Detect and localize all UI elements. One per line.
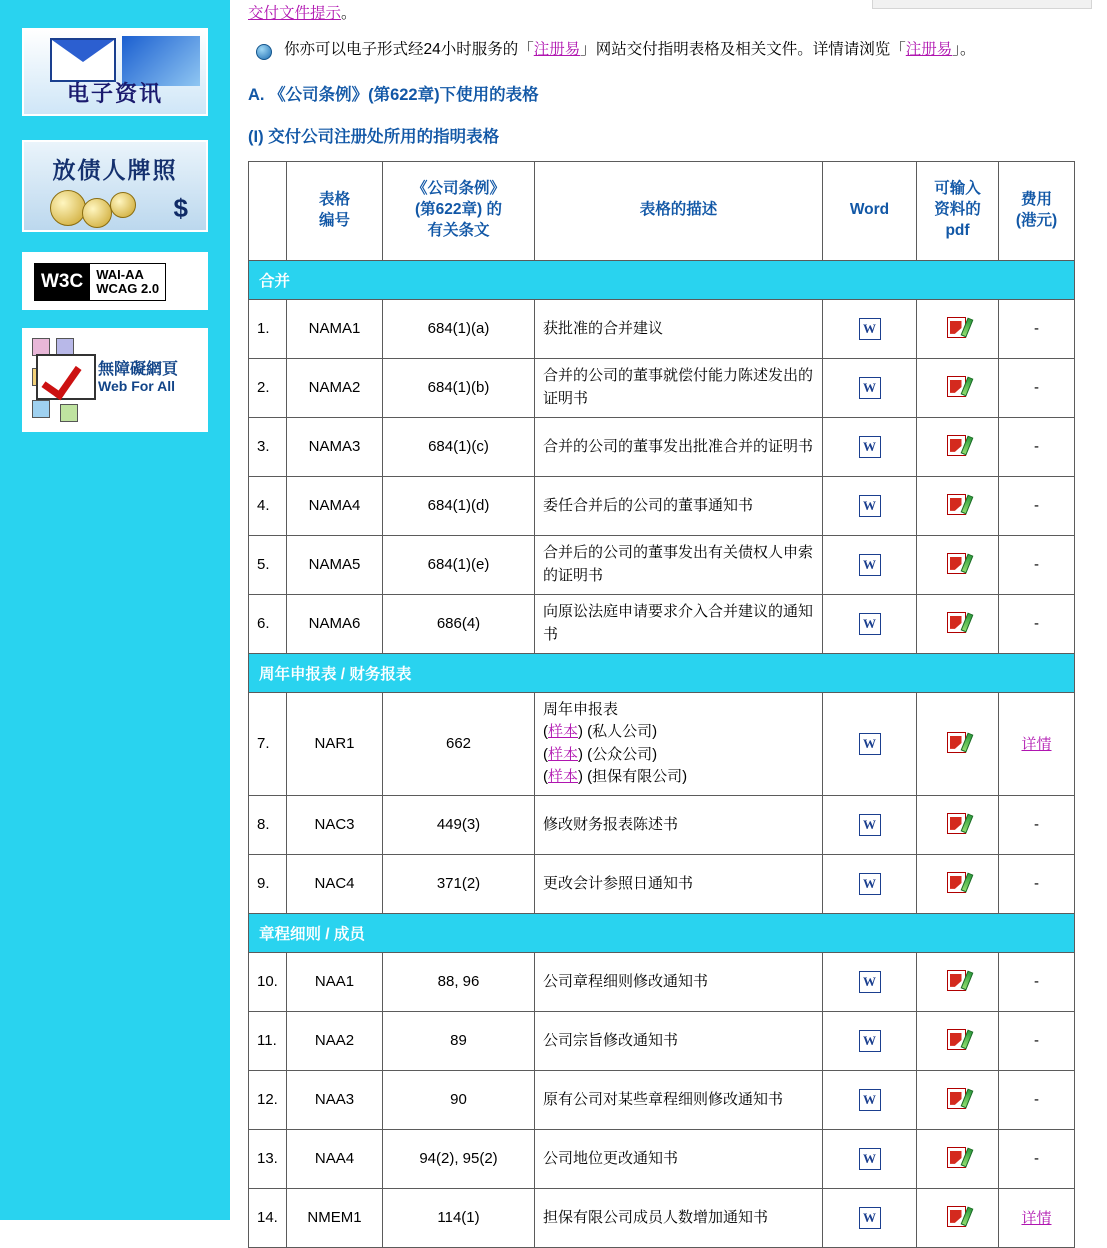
row-description bbox=[535, 1188, 823, 1247]
sample-link[interactable]: 样本 bbox=[548, 723, 579, 741]
row-number: 5. bbox=[249, 535, 287, 594]
row-provision: 684(1)(c) bbox=[383, 417, 535, 476]
bullet-icon bbox=[256, 44, 272, 60]
row-form-code: NAA2 bbox=[287, 1011, 383, 1070]
wfa-label-chinese: 無障礙網頁 bbox=[98, 361, 179, 378]
word-icon[interactable]: W bbox=[859, 495, 881, 517]
e-information-graphic bbox=[24, 30, 206, 114]
heading-section-a: A. 《公司条例》(第622章)下使用的表格 bbox=[248, 85, 539, 104]
form-description-text: 原有公司对某些章程细则修改通知书 bbox=[543, 1090, 784, 1108]
row-description bbox=[535, 417, 823, 476]
row-word-download[interactable] bbox=[823, 476, 917, 535]
w3c-conformance-text bbox=[90, 263, 166, 301]
sidebar-banner-label: 电子资讯 bbox=[66, 81, 163, 106]
sidebar-banner-money-lenders-licence[interactable] bbox=[22, 140, 208, 232]
sidebar bbox=[0, 0, 230, 1220]
row-fee bbox=[999, 1188, 1075, 1247]
fee-value: - bbox=[1034, 1150, 1039, 1168]
fee-value: - bbox=[1034, 1032, 1039, 1050]
fee-value: - bbox=[1034, 973, 1039, 991]
grid-square bbox=[32, 400, 50, 418]
row-fee bbox=[999, 952, 1075, 1011]
row-number: 1. bbox=[249, 299, 287, 358]
row-word-download[interactable] bbox=[823, 795, 917, 854]
row-form-code: NAMA1 bbox=[287, 299, 383, 358]
row-provision: 94(2), 95(2) bbox=[383, 1129, 535, 1188]
word-icon[interactable]: W bbox=[859, 554, 881, 576]
table-section-row bbox=[249, 260, 1075, 299]
column-header-word: Word bbox=[823, 161, 917, 260]
pdf-line1: 可输入 bbox=[934, 180, 981, 198]
row-word-download[interactable] bbox=[823, 594, 917, 653]
row-provision: 88, 96 bbox=[383, 952, 535, 1011]
form-description-text: 合并的公司的董事就偿付能力陈述发出的证明书 bbox=[543, 367, 814, 407]
row-description bbox=[535, 535, 823, 594]
pdf-icon[interactable] bbox=[947, 872, 969, 892]
word-icon[interactable]: W bbox=[859, 814, 881, 836]
checkmark-icon bbox=[36, 354, 96, 400]
table-section-label: 合并 bbox=[249, 260, 1075, 299]
pdf-icon[interactable] bbox=[947, 1088, 969, 1108]
form-description-text: 向原讼法庭申请要求介入合并建议的通知书 bbox=[543, 603, 814, 643]
row-fee bbox=[999, 594, 1075, 653]
row-form-code: NAC3 bbox=[287, 795, 383, 854]
word-icon[interactable]: W bbox=[859, 1148, 881, 1170]
pdf-icon[interactable] bbox=[947, 494, 969, 514]
row-pdf-download[interactable] bbox=[917, 1011, 999, 1070]
row-word-download[interactable] bbox=[823, 1129, 917, 1188]
pdf-icon[interactable] bbox=[947, 553, 969, 573]
w3c-logo: W3C bbox=[34, 263, 90, 301]
w3c-level: WAI-AA bbox=[96, 267, 144, 283]
row-pdf-download[interactable] bbox=[917, 417, 999, 476]
table-row bbox=[249, 358, 1075, 417]
row-number: 9. bbox=[249, 854, 287, 913]
coin-icon bbox=[50, 190, 86, 226]
column-header-provision bbox=[383, 161, 535, 260]
row-form-code: NAMA6 bbox=[287, 594, 383, 653]
fee-value: - bbox=[1034, 556, 1039, 574]
fee-details-link[interactable]: 详情 bbox=[1021, 736, 1052, 754]
row-pdf-download[interactable] bbox=[917, 358, 999, 417]
form-description-text: 委任合并后的公司的董事通知书 bbox=[543, 496, 754, 514]
row-form-code: NAA4 bbox=[287, 1129, 383, 1188]
pdf-icon[interactable] bbox=[947, 435, 969, 455]
row-number: 10. bbox=[249, 952, 287, 1011]
row-pdf-download[interactable] bbox=[917, 594, 999, 653]
row-pdf-download[interactable] bbox=[917, 1188, 999, 1247]
word-icon[interactable]: W bbox=[859, 377, 881, 399]
sidebar-banner-e-information[interactable] bbox=[22, 28, 208, 116]
row-word-download[interactable] bbox=[823, 299, 917, 358]
table-header-row bbox=[249, 161, 1075, 260]
row-word-download[interactable] bbox=[823, 692, 917, 795]
main-content bbox=[248, 0, 1088, 1248]
row-fee bbox=[999, 692, 1075, 795]
word-icon[interactable]: W bbox=[859, 873, 881, 895]
form-description-text: 修改财务报表陈述书 bbox=[543, 815, 679, 833]
fee-line1: 费用 bbox=[1020, 190, 1052, 208]
word-icon[interactable]: W bbox=[859, 436, 881, 458]
row-pdf-download[interactable] bbox=[917, 795, 999, 854]
row-provision: 90 bbox=[383, 1070, 535, 1129]
row-description bbox=[535, 358, 823, 417]
row-description bbox=[535, 476, 823, 535]
row-word-download[interactable] bbox=[823, 952, 917, 1011]
w3c-wcag: WCAG 2.0 bbox=[96, 281, 160, 296]
row-number: 8. bbox=[249, 795, 287, 854]
fee-value: - bbox=[1034, 320, 1039, 338]
sidebar-banner-label: 放债人牌照 bbox=[52, 157, 178, 183]
form-description-text: 公司地位更改通知书 bbox=[543, 1149, 679, 1167]
table-row bbox=[249, 1188, 1075, 1247]
row-provision: 89 bbox=[383, 1011, 535, 1070]
provision-line1: 《公司条例》 bbox=[411, 180, 505, 198]
pdf-icon[interactable] bbox=[947, 317, 969, 337]
table-section-label: 周年申报表 / 财务报表 bbox=[249, 653, 1075, 692]
row-word-download[interactable] bbox=[823, 358, 917, 417]
heading-section-i: (I) 交付公司注册处所用的指明表格 bbox=[248, 127, 500, 146]
coin-icon bbox=[110, 192, 136, 218]
row-word-download[interactable] bbox=[823, 854, 917, 913]
fee-value: - bbox=[1034, 875, 1039, 893]
row-pdf-download[interactable] bbox=[917, 1070, 999, 1129]
form-description-text: 担保有限公司成员人数增加通知书 bbox=[543, 1208, 769, 1226]
sample-line: (样本) (私人公司) bbox=[543, 723, 658, 741]
table-header bbox=[249, 161, 1075, 260]
bullet-text-before: 你亦可以电子形式经24小时服务的「 bbox=[284, 41, 534, 59]
row-fee bbox=[999, 1129, 1075, 1188]
table-row bbox=[249, 854, 1075, 913]
row-fee bbox=[999, 299, 1075, 358]
row-fee bbox=[999, 476, 1075, 535]
top-panel-edge bbox=[872, 0, 1092, 9]
row-fee bbox=[999, 854, 1075, 913]
row-provision: 114(1) bbox=[383, 1188, 535, 1247]
fee-value: - bbox=[1034, 379, 1039, 397]
row-number: 13. bbox=[249, 1129, 287, 1188]
row-form-code: NAC4 bbox=[287, 854, 383, 913]
form-description-text: 合并的公司的董事发出批准合并的证明书 bbox=[543, 437, 814, 455]
row-description bbox=[535, 299, 823, 358]
pdf-icon[interactable] bbox=[947, 1147, 969, 1167]
intro-bullet-text bbox=[284, 38, 976, 63]
row-pdf-download[interactable] bbox=[917, 692, 999, 795]
fee-line2: (港元) bbox=[1015, 211, 1058, 229]
form-description-text: 周年申报表 bbox=[543, 700, 619, 718]
word-icon[interactable]: W bbox=[859, 1207, 881, 1229]
provision-line2: (第622章) 的 bbox=[415, 201, 502, 219]
column-header-fee bbox=[999, 161, 1075, 260]
grid-square bbox=[60, 404, 78, 422]
provision-line3: 有关条文 bbox=[427, 222, 490, 240]
bullet-text-mid: 」网站交付指明表格及相关文件。详情请浏览「 bbox=[580, 41, 906, 59]
pdf-icon[interactable] bbox=[947, 970, 969, 990]
row-fee bbox=[999, 1070, 1075, 1129]
fee-value: - bbox=[1034, 816, 1039, 834]
form-code-line1: 表格 bbox=[318, 190, 350, 208]
e-registry-link-1[interactable]: 注册易 bbox=[533, 41, 581, 59]
row-word-download[interactable] bbox=[823, 1188, 917, 1247]
pdf-line3: pdf bbox=[945, 222, 970, 240]
coin-icon bbox=[82, 198, 112, 228]
form-code-line2: 编号 bbox=[318, 211, 350, 229]
row-pdf-download[interactable] bbox=[917, 299, 999, 358]
fee-details-link[interactable]: 详情 bbox=[1021, 1210, 1052, 1228]
sidebar-banner-web-for-all[interactable] bbox=[22, 328, 208, 432]
row-pdf-download[interactable] bbox=[917, 854, 999, 913]
fee-value: - bbox=[1034, 438, 1039, 456]
row-description bbox=[535, 795, 823, 854]
row-form-code: NAMA4 bbox=[287, 476, 383, 535]
row-word-download[interactable] bbox=[823, 1011, 917, 1070]
row-number: 12. bbox=[249, 1070, 287, 1129]
table-row bbox=[249, 795, 1075, 854]
table-row bbox=[249, 417, 1075, 476]
row-fee bbox=[999, 795, 1075, 854]
e-registry-link-2[interactable]: 注册易 bbox=[905, 41, 953, 59]
row-form-code: NAR1 bbox=[287, 692, 383, 795]
table-section-row bbox=[249, 913, 1075, 952]
row-provision: 684(1)(d) bbox=[383, 476, 535, 535]
table-section-row bbox=[249, 653, 1075, 692]
column-header-description: 表格的描述 bbox=[535, 161, 823, 260]
table-row bbox=[249, 1070, 1075, 1129]
fee-value: - bbox=[1034, 615, 1039, 633]
word-icon[interactable]: W bbox=[859, 1030, 881, 1052]
row-form-code: NAMA2 bbox=[287, 358, 383, 417]
row-number: 14. bbox=[249, 1188, 287, 1247]
intro-bullet-item bbox=[248, 38, 1088, 63]
table-row bbox=[249, 952, 1075, 1011]
row-provision: 662 bbox=[383, 692, 535, 795]
row-form-code: NAMA3 bbox=[287, 417, 383, 476]
dollar-sign-icon: $ bbox=[173, 193, 188, 223]
row-description bbox=[535, 854, 823, 913]
intro-line-tail: 。 bbox=[341, 5, 357, 22]
table-row bbox=[249, 1011, 1075, 1070]
table-row bbox=[249, 594, 1075, 653]
word-icon[interactable]: W bbox=[859, 613, 881, 635]
row-pdf-download[interactable] bbox=[917, 476, 999, 535]
row-provision: 371(2) bbox=[383, 854, 535, 913]
bullet-text-after: 」。 bbox=[952, 41, 976, 59]
row-description bbox=[535, 692, 823, 795]
row-word-download[interactable] bbox=[823, 1070, 917, 1129]
form-description-text: 公司章程细则修改通知书 bbox=[543, 972, 709, 990]
row-word-download[interactable] bbox=[823, 417, 917, 476]
table-section-label: 章程细则 / 成员 bbox=[249, 913, 1075, 952]
pdf-line2: 资料的 bbox=[934, 201, 981, 219]
row-fee bbox=[999, 417, 1075, 476]
row-fee bbox=[999, 1011, 1075, 1070]
table-body bbox=[249, 260, 1075, 1247]
envelope-flap bbox=[52, 40, 114, 62]
specified-forms-table bbox=[248, 161, 1075, 1248]
row-pdf-download[interactable] bbox=[917, 535, 999, 594]
row-fee bbox=[999, 358, 1075, 417]
sample-link[interactable]: 样本 bbox=[548, 745, 579, 763]
pdf-icon[interactable] bbox=[947, 732, 969, 752]
table-row bbox=[249, 1129, 1075, 1188]
word-icon[interactable]: W bbox=[859, 971, 881, 993]
row-provision: 684(1)(e) bbox=[383, 535, 535, 594]
row-pdf-download[interactable] bbox=[917, 952, 999, 1011]
column-header-number bbox=[249, 161, 287, 260]
row-fee bbox=[999, 535, 1075, 594]
row-description bbox=[535, 952, 823, 1011]
row-form-code: NAA1 bbox=[287, 952, 383, 1011]
wfa-label-english: Web For All bbox=[98, 378, 175, 394]
row-word-download[interactable] bbox=[823, 535, 917, 594]
form-description-text: 更改会计参照日通知书 bbox=[543, 874, 694, 892]
word-icon[interactable]: W bbox=[859, 733, 881, 755]
form-description-text: 获批准的合并建议 bbox=[543, 319, 664, 337]
table-row bbox=[249, 535, 1075, 594]
envelope-icon bbox=[50, 38, 116, 82]
pdf-icon[interactable] bbox=[947, 813, 969, 833]
row-form-code: NAA3 bbox=[287, 1070, 383, 1129]
row-provision: 686(4) bbox=[383, 594, 535, 653]
row-form-code: NAMA5 bbox=[287, 535, 383, 594]
table-row bbox=[249, 299, 1075, 358]
web-for-all-graphic bbox=[24, 330, 206, 430]
row-number: 4. bbox=[249, 476, 287, 535]
sample-line: (样本) (担保有限公司) bbox=[543, 768, 688, 786]
row-number: 6. bbox=[249, 594, 287, 653]
row-description bbox=[535, 1011, 823, 1070]
pdf-icon[interactable] bbox=[947, 612, 969, 632]
row-form-code: NMEM1 bbox=[287, 1188, 383, 1247]
row-description bbox=[535, 594, 823, 653]
row-number: 2. bbox=[249, 358, 287, 417]
pdf-icon[interactable] bbox=[947, 376, 969, 396]
row-number: 7. bbox=[249, 692, 287, 795]
sidebar-banner-w3c-wai-aa[interactable] bbox=[22, 252, 208, 310]
word-icon[interactable]: W bbox=[859, 318, 881, 340]
row-description bbox=[535, 1070, 823, 1129]
fee-value: - bbox=[1034, 1091, 1039, 1109]
row-number: 11. bbox=[249, 1011, 287, 1070]
row-number: 3. bbox=[249, 417, 287, 476]
table-row bbox=[249, 692, 1075, 795]
delivery-tips-link[interactable]: 交付文件提示 bbox=[248, 5, 342, 22]
row-provision: 684(1)(b) bbox=[383, 358, 535, 417]
pdf-icon[interactable] bbox=[947, 1206, 969, 1226]
row-provision: 449(3) bbox=[383, 795, 535, 854]
pdf-icon[interactable] bbox=[947, 1029, 969, 1049]
table-row bbox=[249, 476, 1075, 535]
form-description-text: 合并后的公司的董事发出有关债权人申索的证明书 bbox=[543, 544, 814, 584]
sample-line: (样本) (公众公司) bbox=[543, 745, 658, 763]
row-description bbox=[535, 1129, 823, 1188]
w3c-badge bbox=[34, 263, 166, 301]
word-icon[interactable]: W bbox=[859, 1089, 881, 1111]
column-header-pdf bbox=[917, 161, 999, 260]
row-pdf-download[interactable] bbox=[917, 1129, 999, 1188]
column-header-form-code bbox=[287, 161, 383, 260]
form-description-text: 公司宗旨修改通知书 bbox=[543, 1031, 679, 1049]
row-provision: 684(1)(a) bbox=[383, 299, 535, 358]
fee-value: - bbox=[1034, 497, 1039, 515]
sample-link[interactable]: 样本 bbox=[548, 768, 579, 786]
